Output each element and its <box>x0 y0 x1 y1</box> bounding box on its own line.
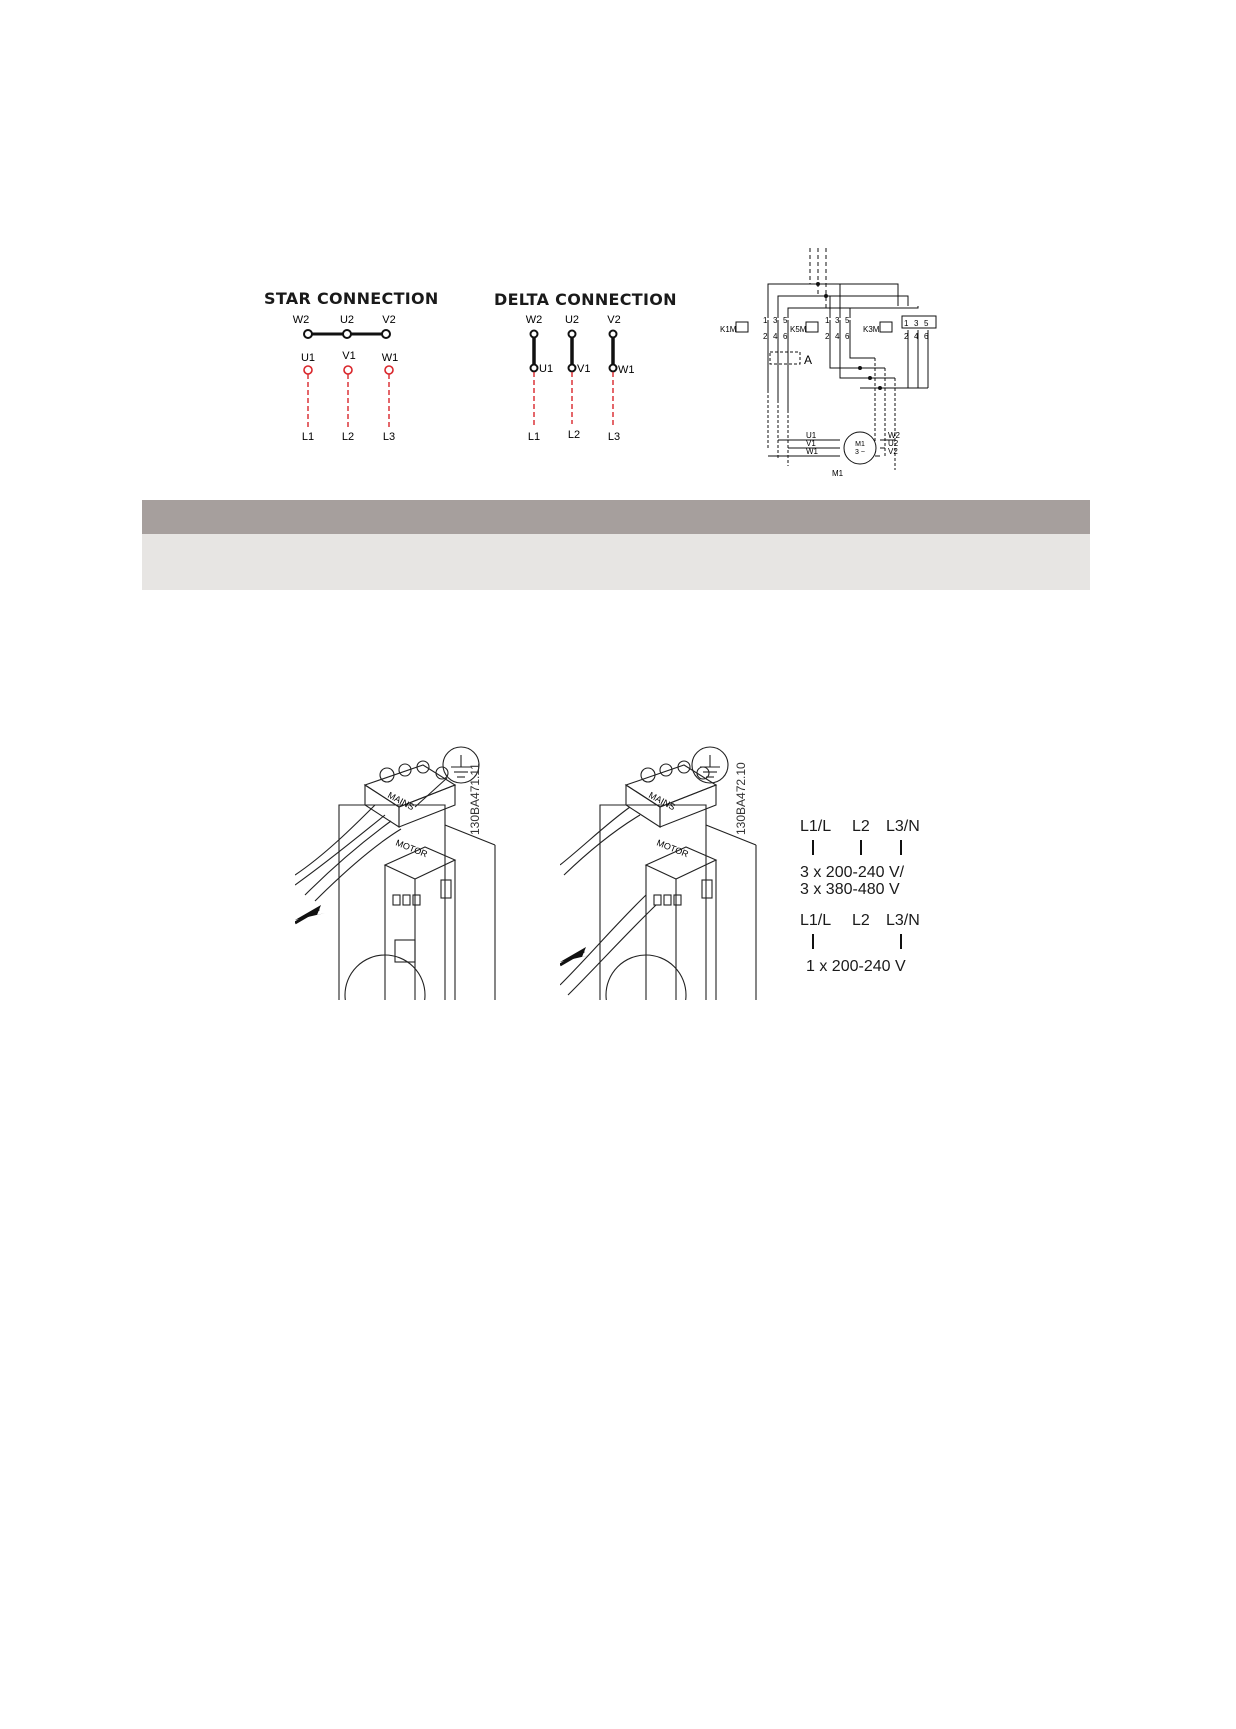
delta-top-label: V2 <box>607 314 621 326</box>
delta-terminal-label: W1 <box>618 364 635 376</box>
timer-label: A <box>804 353 813 367</box>
mains-label: MAINS <box>386 789 416 813</box>
terminal-label: L1/L <box>800 912 832 929</box>
svg-text:3 ~: 3 ~ <box>855 449 865 456</box>
voltage-legend <box>800 818 940 993</box>
svg-text:U2: U2 <box>888 439 899 448</box>
delta-terminal-label: V1 <box>577 363 591 375</box>
delta-line-label: L3 <box>607 431 621 443</box>
mains-wiring-figure-left <box>295 745 535 1000</box>
star-top-label: U2 <box>339 314 355 326</box>
svg-text:2: 2 <box>763 332 768 341</box>
star-connection-title: STAR CONNECTION <box>264 289 439 308</box>
delta-node <box>610 331 617 338</box>
star-terminal-label: W1 <box>381 352 399 364</box>
star-line-label: L3 <box>382 431 396 443</box>
terminal-tick <box>900 934 902 949</box>
svg-text:4: 4 <box>835 332 840 341</box>
mains-wiring-figure-right <box>560 745 790 1000</box>
star-terminal <box>385 366 393 374</box>
three-phase-voltage-2: 3 x 380-480 V <box>800 881 900 898</box>
svg-text:2: 2 <box>825 332 830 341</box>
star-top-label: W2 <box>292 314 310 326</box>
star-terminal-label: U1 <box>300 352 316 364</box>
motor-label: MOTOR <box>655 837 690 860</box>
delta-line-label: L1 <box>527 431 541 443</box>
terminal-tick <box>812 840 814 855</box>
terminal-label: L1/L <box>800 818 832 835</box>
mains-label: MAINS <box>647 789 677 813</box>
delta-connection-diagram <box>490 312 690 448</box>
contactor-label: K3M <box>863 325 880 334</box>
delta-connection-title: DELTA CONNECTION <box>494 290 677 309</box>
svg-text:V2: V2 <box>888 447 898 456</box>
star-top-label: V2 <box>382 314 396 326</box>
star-node <box>343 330 351 338</box>
delta-terminal <box>531 365 538 372</box>
svg-text:W1: W1 <box>806 447 818 456</box>
star-terminal-label: V1 <box>342 350 356 362</box>
delta-terminal <box>569 365 576 372</box>
svg-text:M1: M1 <box>855 441 865 448</box>
contactor-label: K1M <box>720 325 737 334</box>
svg-text:V1: V1 <box>806 439 816 448</box>
terminal-label: L2 <box>852 818 870 835</box>
svg-text:4: 4 <box>914 332 919 341</box>
delta-top-label: W2 <box>525 314 543 326</box>
svg-text:1: 1 <box>904 319 909 328</box>
svg-text:1: 1 <box>763 316 768 325</box>
star-delta-starter-schematic <box>720 240 960 480</box>
svg-text:6: 6 <box>924 332 929 341</box>
figure-code-left: 130BA471.11 <box>468 763 482 835</box>
motor-symbol <box>844 432 876 464</box>
star-terminal <box>344 366 352 374</box>
motor-label: MOTOR <box>394 837 429 860</box>
svg-text:U1: U1 <box>806 431 817 440</box>
motor-caption: M1 <box>832 469 844 478</box>
svg-text:3: 3 <box>773 316 778 325</box>
delta-terminal-label: U1 <box>539 363 554 375</box>
svg-text:3: 3 <box>914 319 919 328</box>
section-caption-band <box>142 534 1090 590</box>
svg-text:2: 2 <box>904 332 909 341</box>
svg-text:5: 5 <box>783 316 788 325</box>
star-node <box>382 330 390 338</box>
single-phase-voltage: 1 x 200-240 V <box>806 958 906 975</box>
delta-top-label: U2 <box>564 314 580 326</box>
terminal-label: L2 <box>852 912 870 929</box>
terminal-tick <box>860 840 862 855</box>
terminal-label: L3/N <box>886 818 920 835</box>
delta-node <box>531 331 538 338</box>
star-terminal <box>304 366 312 374</box>
svg-text:6: 6 <box>783 332 788 341</box>
terminal-label: L3/N <box>886 912 920 929</box>
svg-text:5: 5 <box>845 316 850 325</box>
figure-code-right: 130BA472.10 <box>734 762 748 835</box>
delta-node <box>569 331 576 338</box>
star-connection-diagram <box>250 312 450 448</box>
three-phase-voltage-1: 3 x 200-240 V/ <box>800 864 905 881</box>
delta-line-label: L2 <box>567 429 581 441</box>
svg-text:6: 6 <box>845 332 850 341</box>
svg-text:3: 3 <box>835 316 840 325</box>
svg-text:W2: W2 <box>888 431 900 440</box>
star-line-label: L1 <box>301 431 315 443</box>
star-line-label: L2 <box>341 431 355 443</box>
svg-text:5: 5 <box>924 319 929 328</box>
svg-text:4: 4 <box>773 332 778 341</box>
svg-text:1: 1 <box>825 316 830 325</box>
contactor-label: K5M <box>790 325 807 334</box>
section-header-band <box>142 500 1090 534</box>
star-node <box>304 330 312 338</box>
terminal-tick <box>812 934 814 949</box>
delta-terminal <box>610 365 617 372</box>
terminal-tick <box>900 840 902 855</box>
